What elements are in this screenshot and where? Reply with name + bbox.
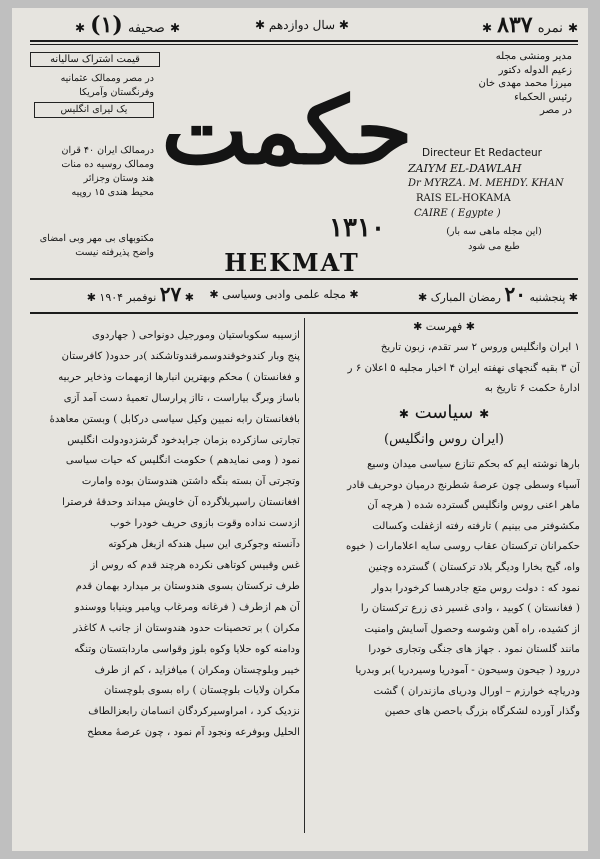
weekday: پنجشنبه — [529, 291, 566, 304]
editor-persian: مدیر ومنشی مجله زعیم الدوله دکتور میرزا محمد مهدی خان رئیس الحکماء در مصر — [478, 51, 572, 116]
greg-month-year: نوفمبر ۱۹۰۴ — [99, 291, 157, 304]
dateline-hijri: ✱ پنجشنبه ۲۰ رمضان المبارک ✱ — [417, 282, 578, 306]
editor-name-1: ZAIYM EL-DAWLAH — [408, 162, 522, 175]
article-body: بارها نوشته ایم که بحکم تنازع سیاسی میدان وسیع آسیاء وسطی چون عرصهٔ شطرنج درمیان دوحریف قادر ماهر اعنی روس وانگلیس گسترده شده ( هرچه آن مکشوفتر می بینیم ) تارفته رفته ازغفلت وکسالت حکمرانان ترکستان عقاب روسی سایه اعلامارات ( خیوه واه، گیح بخارا ودیگر بلاد ترکستان ) گسترده وچنین نمود که : دولت روس متع جادرهسا کرخودرا بدوار ( فغانستان ) کوبید ، وادی غسیر ذی زرع ترکستان را از کشیده، راه آهن وشوسه وحصول آسایش وامنیت مانند گلستان نمود . جهاز های جنگی وتجاری خودرا دررود ( جیحون وسیحون - آمودریا وسیردریا )بر وبدریا ودریاچه خوارزم – اورال ودریای مازندران ) گشت وگذار آورده لشکرگاه بزرگ باحصن های حصین — [346, 459, 580, 718]
issue-number-value: ۸۳۷ — [497, 12, 533, 38]
hijri-month: رمضان المبارک — [430, 291, 501, 304]
header-rule-thin — [30, 44, 578, 45]
article-title: (ایران روس وانگلیس) — [384, 432, 504, 447]
section-title: ✱ سیاست ✱ — [398, 402, 490, 423]
dateline-bottom-rule — [30, 312, 578, 314]
subscription-heading: قیمت اشتراک سالیانه — [30, 52, 160, 67]
header-rule — [30, 40, 578, 42]
editor-title: RAIS EL-HOKAMA — [416, 193, 511, 204]
page-number-label: صحیفه — [127, 21, 165, 36]
editor-name-2: Dr MYRZA. M. MEHDY. KHAN — [408, 178, 564, 189]
year-label-text: سال دوازدهم — [268, 18, 336, 32]
hijri-year: ۱۳۱۰ — [329, 213, 385, 243]
masthead-title: حکمت — [161, 77, 413, 185]
subscription-box — [30, 52, 158, 270]
editor-latin — [408, 146, 580, 254]
year-label: ✱ سال دوازدهم ✱ — [255, 18, 349, 32]
greg-day: ۲۷ — [159, 282, 182, 306]
issue-number-label: نمره — [537, 21, 563, 36]
editor-city: CAIRE ( Egypte ) — [414, 208, 501, 219]
subscription-lines-3: مکتوبهای بی مهر وبی امضای واضح پذیرفته نیست — [39, 233, 154, 258]
newspaper-page — [12, 8, 588, 851]
contents-heading: ✱ فهرست ✱ — [413, 320, 475, 333]
editor-note-1: (این مجله ماهی سه بار) — [446, 226, 542, 237]
editor-role: Directeur Et Redacteur — [422, 147, 543, 159]
issue-number: ✱ نمره ۸۳۷ ✱ — [482, 12, 578, 38]
subscription-price: یک لیرای انگلیس — [34, 102, 154, 118]
contents-list: ۱ ایران وانگلیس وروس ۲ سر تقدم، زبون تاریخ آن ۳ بقیه گنجهای نهفته ایران ۴ اخبار مجلیه ۵ اعلان ۶ ر ادارهٔ حکمت ۶ تاریخ به — [347, 342, 580, 395]
subscription-lines-1: در مصر وممالک عثمانیه وفرنگستان وآمریکا یک لیرای انگلیس — [34, 72, 154, 118]
editor-note-2: طبع می شود — [468, 241, 520, 252]
page-number: ✱ صحیفه (۱) ✱ — [75, 12, 180, 38]
hijri-day: ۲۰ — [504, 282, 526, 306]
column-divider — [304, 318, 305, 833]
page-number-value: (۱) — [90, 12, 123, 38]
subscription-lines-2: درممالک ایران ۴۰ قران وممالک روسیه ده منات هند وستان وجزائر محیط هندی ۱۵ روپیه — [61, 145, 154, 198]
left-column-body: ازسیبه سکوباستیان ومورجیل دونواحی ( جهاردوی پنج وبار کندوخوقندوسمرقندوتاشکند )در حدود( کافرستان و فغانستان ) محکم وبهترین انبارها ازمهمات وذخایر حربیه باساز وبرگ بیاراست ، تااز پرارسال تعمیهٔ دست آمد آزی بافغانستان رابه نمیین وکیل سیاسی درکابل ) وبستن معاهدهٔ تجارتی سازکرده بزمان جرایدخود گرشزدودولت انگلیس نمود ( ومی نمایدهم ) حکومت انگلیس که حیات سیاسی وتجرتی آن بسته بنگه داشتن هندوستان بوده وامارت افغانستان راسپربلاگرده آن خاویش میداند وحدقهٔ فرصترا ازدست نداده وقوت بازوی حریف خودرا خوب دآنسته وجوکری این سیل هندکه ازبغل هرکوته غس وقبیس کوتاهی نکرده هرچند قدم که روس از طرف ترکستان بسوی هندوستان بر میدارد بهمان قدم آن هم ازطرف ( فرغانه ومرغاب وپامیر وینیابا ووسندو مکران ) بر تحصینات حدود هندوستان از جانب ۸ کاغذر ودامنه کوه حلایا وکوه بلوز وقواسی ماردابتستان وتنگه خیبر وبلوچستان ومکران ) میافزاید ، کم از طرف مکران ولایات بلوچستان ) راه بسوی بلوچستان نزدیک کرد ، امراوسیرکردگان انسامان رابعزالطاف الحلیل وبوفرعه ونجود آم نمود ، چون عرصهٔ معطح — [49, 330, 300, 739]
dateline-top-rule — [30, 278, 578, 280]
masthead-latin: HEKMAT — [224, 248, 360, 277]
dateline-middle: ✱ مجله علمی وادبی وسیاسی ✱ — [209, 288, 359, 301]
dateline-gregorian: ✱ ۲۷ نوفمبر ۱۹۰۴ ✱ — [86, 282, 194, 306]
